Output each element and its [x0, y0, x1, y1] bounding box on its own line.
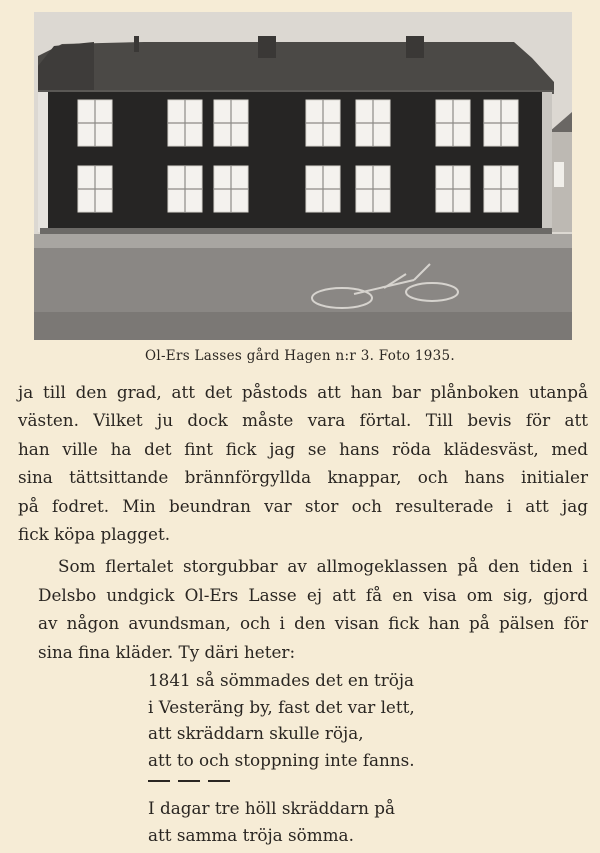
text-line: sina tättsittande brännförgyllda knappar, och hans initialer [18, 467, 588, 488]
house-photo-icon [34, 12, 572, 340]
poem-line: i Vesteräng by, fast det var lett, [148, 696, 415, 717]
poem-line: att skräddarn skulle röja, [148, 723, 364, 744]
poem-line: att to och stoppning inte fanns. [148, 749, 415, 770]
poem-line: att samma tröja sömma. [148, 824, 354, 845]
paragraph [18, 378, 588, 548]
text-line: ja till den grad, att det påstods att han bar plånboken utanpå [18, 382, 588, 402]
text-line: på fodret. Min beundran var stor och resulterade i att jag [18, 495, 588, 516]
text-line: västen. Vilket ju dock måste vara förtal. Till bevis för att [18, 410, 588, 431]
text-line: Delsbo undgick Ol-Ers Lasse ej att få en visa om sig, gjord [38, 584, 588, 605]
paragraph [18, 552, 588, 666]
text-line: av någon avundsman, och i den visan fick han på pälsen för [38, 613, 588, 634]
poem-line: I dagar tre höll skräddarn på [148, 798, 396, 819]
poem-line: 1841 så sömmades det en tröja [148, 670, 415, 690]
photo-caption: Ol-Ers Lasses gård Hagen n:r 3. Foto 1935. [144, 348, 456, 364]
house-photo [34, 12, 572, 340]
body-text [18, 378, 588, 666]
text-line: fick köpa plagget. [18, 524, 171, 545]
text-line: sina fina kläder. Ty däri heter: [38, 641, 296, 662]
poem [148, 667, 415, 849]
stanza-divider [148, 773, 415, 795]
text-line: Som flertalet storgubbar av allmogeklassen på den tiden i [58, 556, 588, 577]
text-line: han ville ha det fint fick jag se hans röda klädesväst, med [18, 438, 588, 459]
